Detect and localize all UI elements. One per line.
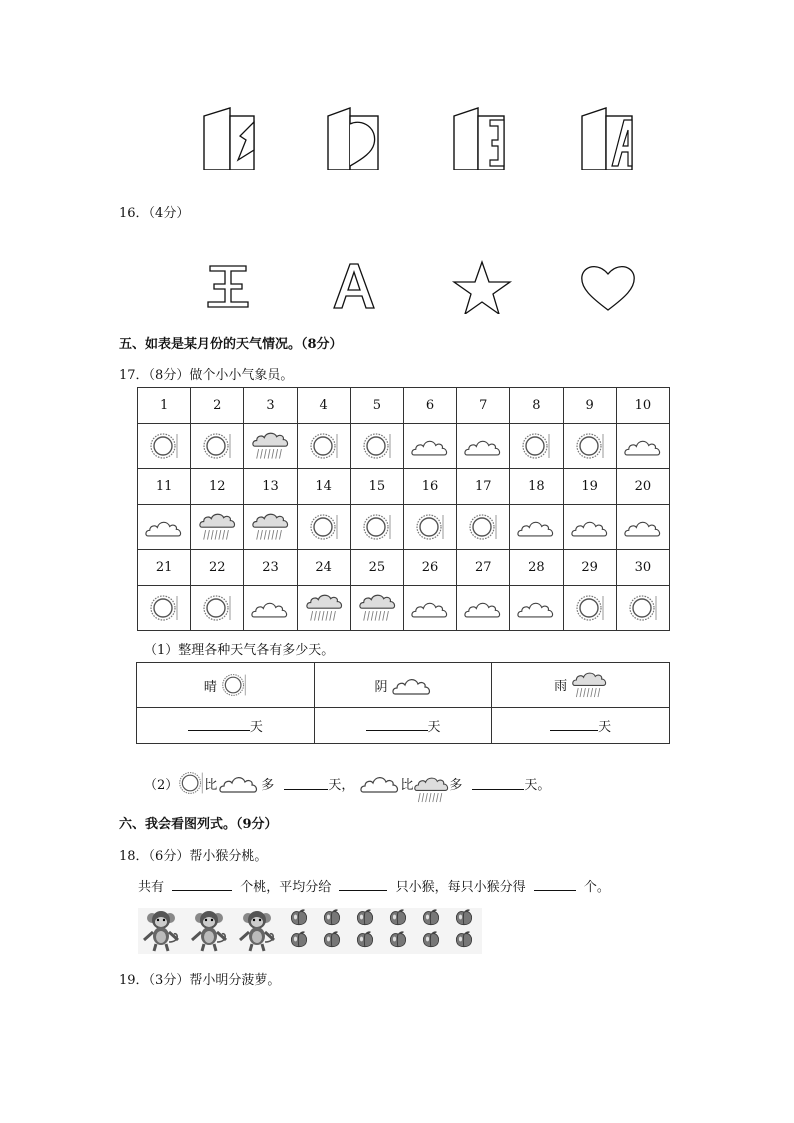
rain-cloud-icon [244, 512, 296, 542]
monkey-icon [186, 908, 232, 954]
day-number: 25 [350, 550, 403, 586]
peach-icon [315, 930, 348, 952]
day-number: 22 [191, 550, 244, 586]
day-number: 3 [244, 388, 297, 424]
part-1-label: （1）整理各种天气各有多少天。 [144, 643, 335, 658]
peach-total-blank[interactable] [172, 878, 232, 891]
day-number: 13 [244, 469, 297, 505]
sun-vs-cloud-blank[interactable] [284, 777, 328, 790]
monkey-icon [138, 908, 184, 954]
sun-icon [221, 672, 247, 698]
sunny-label: 晴 [203, 679, 217, 695]
day-weather-cell [297, 505, 350, 550]
cloud-icon [457, 436, 509, 457]
question-17-label: 17．（8分）做个小小气象员。 [119, 368, 294, 383]
day-weather-cell [244, 424, 297, 469]
day-weather-cell [244, 586, 297, 631]
day-number: 10 [616, 388, 669, 424]
day-number: 14 [297, 469, 350, 505]
peach-icon [447, 930, 480, 952]
sun-icon [617, 593, 669, 623]
day-number: 19 [563, 469, 616, 505]
day-weather-cell [191, 424, 244, 469]
compare-word: 比 [400, 777, 414, 793]
cloud-icon [138, 517, 190, 538]
sun-icon [178, 770, 204, 796]
weather-summary-table [136, 662, 670, 744]
sun-icon [564, 593, 616, 623]
cloud-icon [244, 598, 296, 619]
rain-cloud-icon [351, 593, 403, 623]
day-number: 5 [350, 388, 403, 424]
weather-calendar-table [137, 387, 670, 631]
sun-icon [191, 593, 243, 623]
peach-icon [414, 908, 447, 930]
peach-icon [447, 908, 480, 930]
day-weather-cell [510, 424, 563, 469]
each-label: 只小猴，每只小猴分得 [395, 880, 526, 895]
cloud-icon [457, 598, 509, 619]
day-number: 1 [138, 388, 191, 424]
day-number: 20 [616, 469, 669, 505]
day-number: 17 [457, 469, 510, 505]
day-number: 15 [350, 469, 403, 505]
cloudy-days-blank[interactable] [366, 718, 428, 731]
day-number: 16 [403, 469, 456, 505]
peaches-group [282, 908, 482, 954]
sun-icon [298, 431, 350, 461]
day-weather-cell [403, 505, 456, 550]
peach-icon [381, 908, 414, 930]
cloud-icon [360, 772, 400, 794]
sun-icon [138, 593, 190, 623]
day-weather-cell [616, 424, 669, 469]
folded-star-icon [204, 108, 254, 170]
day-weather-cell [244, 505, 297, 550]
day-weather-cell [563, 424, 616, 469]
question-19-label: 19．（3分）帮小明分菠萝。 [119, 973, 281, 988]
day-number: 2 [191, 388, 244, 424]
peach-icon [414, 930, 447, 952]
cloud-icon [404, 598, 456, 619]
day-weather-cell [510, 586, 563, 631]
peach-icon [282, 930, 315, 952]
sun-icon [351, 431, 403, 461]
day-weather-cell [138, 505, 191, 550]
peach-icon [348, 908, 381, 930]
day-number: 9 [563, 388, 616, 424]
day-weather-cell [138, 424, 191, 469]
day-weather-cell [297, 424, 350, 469]
peach-icon [348, 930, 381, 952]
day-number: 29 [563, 550, 616, 586]
day-weather-cell [563, 586, 616, 631]
rain-cloud-icon [298, 593, 350, 623]
day-weather-cell [563, 505, 616, 550]
day-weather-cell [457, 424, 510, 469]
day-weather-cell [403, 424, 456, 469]
peach-icon [315, 908, 348, 930]
sun-icon [564, 431, 616, 461]
day-number: 6 [403, 388, 456, 424]
day-number: 28 [510, 550, 563, 586]
part-2-label: （2） [144, 777, 179, 793]
sun-icon [138, 431, 190, 461]
more-word: 多 [449, 777, 463, 793]
sun-icon [351, 512, 403, 542]
monkey-icon [234, 908, 280, 954]
day-number: 12 [191, 469, 244, 505]
day-weather-cell [350, 505, 403, 550]
day-number: 24 [297, 550, 350, 586]
day-weather-cell [297, 586, 350, 631]
rain-cloud-icon [244, 431, 296, 461]
sun-icon [510, 431, 562, 461]
question-16-label: 16．（4分） [119, 206, 190, 221]
sun-icon [404, 512, 456, 542]
part-2-line [144, 762, 550, 805]
day-number: 23 [244, 550, 297, 586]
star-icon [454, 262, 510, 314]
sun-icon [191, 431, 243, 461]
sunny-days-blank[interactable] [188, 718, 250, 731]
day-weather-cell [403, 586, 456, 631]
symmetric-shapes-row [200, 258, 640, 314]
peach-icon [381, 930, 414, 952]
rain-days-blank[interactable] [550, 718, 598, 731]
unit-label: 天 [598, 720, 612, 735]
section-6-title: 六、我会看图列式。（9分） [119, 817, 278, 832]
cloudy-label: 阴 [374, 679, 388, 695]
days-end: 天。 [524, 777, 551, 793]
day-number: 30 [616, 550, 669, 586]
unit-label: 天 [249, 720, 263, 735]
day-number: 27 [457, 550, 510, 586]
cloud-icon [404, 436, 456, 457]
cloud-icon [617, 436, 669, 457]
day-number: 26 [403, 550, 456, 586]
day-weather-cell [191, 586, 244, 631]
day-weather-cell [191, 505, 244, 550]
question-18-sentence [138, 876, 610, 895]
question-18-label: 18．（6分）帮小猴分桃。 [119, 849, 268, 864]
day-number: 7 [457, 388, 510, 424]
folded-heart-icon [328, 108, 378, 170]
cloud-vs-rain-blank[interactable] [472, 777, 524, 790]
rain-cloud-icon [413, 776, 449, 805]
day-weather-cell [350, 586, 403, 631]
rain-cloud-icon [571, 671, 607, 700]
day-weather-cell [510, 505, 563, 550]
day-number: 4 [297, 388, 350, 424]
day-weather-cell [457, 586, 510, 631]
wang-character-icon [208, 266, 248, 307]
share-label: 个桃，平均分给 [240, 880, 332, 895]
unit-end-label: 个。 [583, 880, 610, 895]
folded-a-icon [582, 108, 632, 170]
day-number: 8 [510, 388, 563, 424]
heart-icon [582, 267, 634, 310]
cloud-icon [617, 517, 669, 538]
sun-icon [298, 512, 350, 542]
days-comma: 天， [328, 777, 355, 793]
compare-word: 比 [204, 777, 218, 793]
peach-icon [282, 908, 315, 930]
letter-a-icon [334, 264, 374, 308]
unit-label: 天 [427, 720, 441, 735]
cloud-icon [510, 517, 562, 538]
folded-e-icon [454, 108, 504, 170]
total-label: 共有 [138, 880, 165, 895]
cloud-icon [510, 598, 562, 619]
day-weather-cell [616, 586, 669, 631]
day-number: 11 [138, 469, 191, 505]
day-weather-cell [350, 424, 403, 469]
monkey-count-blank[interactable] [339, 878, 387, 891]
day-number: 21 [138, 550, 191, 586]
rain-cloud-icon [191, 512, 243, 542]
per-monkey-blank[interactable] [534, 878, 576, 891]
cloud-icon [564, 517, 616, 538]
monkeys-group [138, 908, 284, 954]
day-weather-cell [138, 586, 191, 631]
cloud-icon [219, 772, 259, 794]
day-weather-cell [457, 505, 510, 550]
folded-shapes-row [200, 104, 640, 170]
section-5-title: 五、如表是某月份的天气情况。（8分） [119, 337, 343, 352]
cloud-icon [392, 674, 432, 696]
rain-label: 雨 [554, 679, 568, 695]
day-number: 18 [510, 469, 563, 505]
sun-icon [457, 512, 509, 542]
day-weather-cell [616, 505, 669, 550]
more-word: 多 [261, 777, 275, 793]
